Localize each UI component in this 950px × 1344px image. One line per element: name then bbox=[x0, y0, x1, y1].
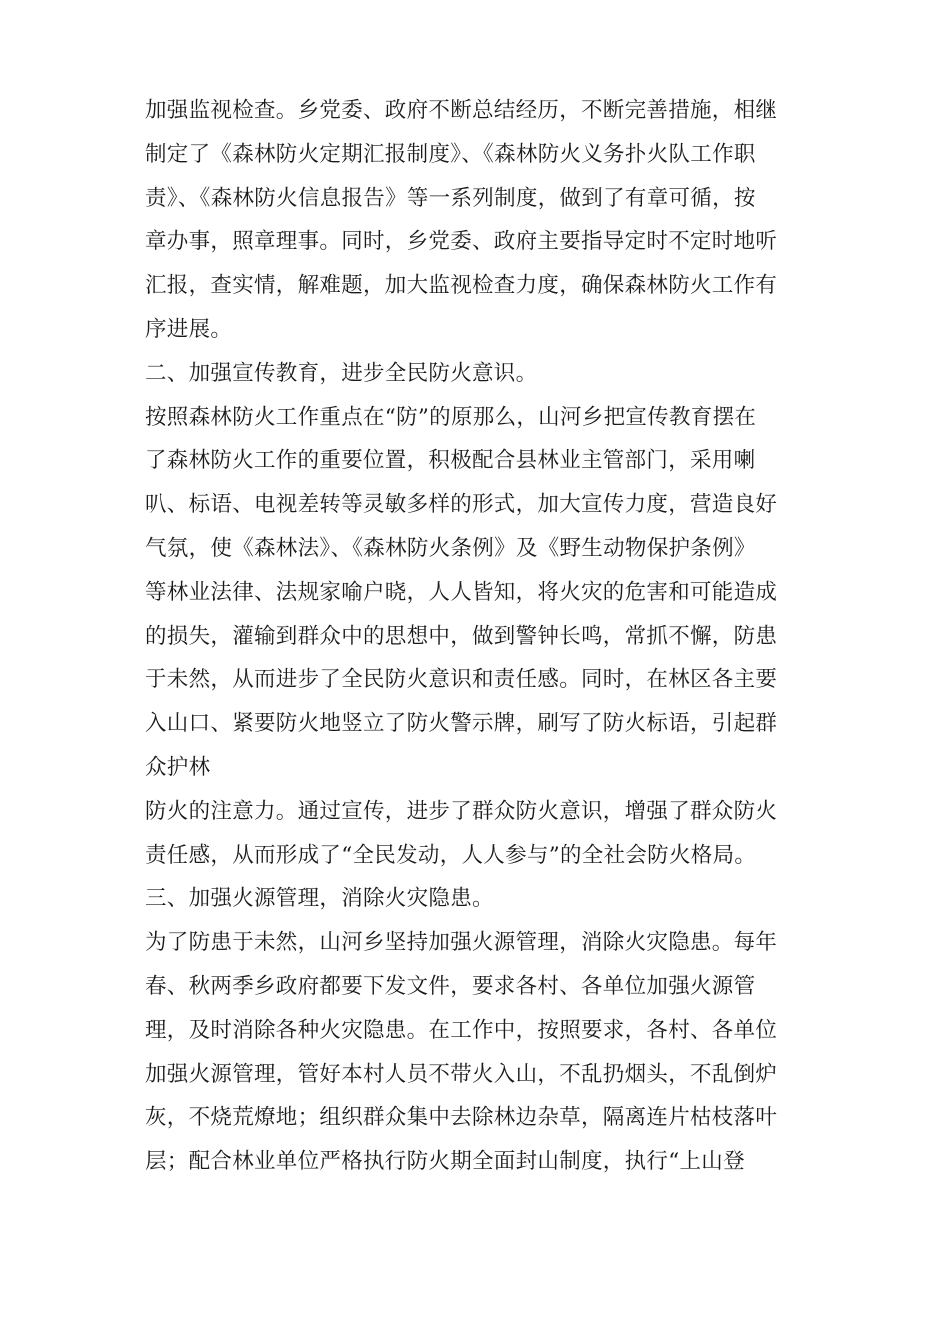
text-line: 为了防患于未然，山河乡坚持加强火源管理，消除火灾隐患。每年 bbox=[145, 930, 778, 956]
text-line: 按照森林防火工作重点在“防”的原那么，山河乡把宣传教育摆在 bbox=[145, 404, 757, 430]
text-line: 加强火源管理，管好本村人员不带火入山，不乱扔烟头，不乱倒炉 bbox=[145, 1061, 778, 1087]
text-line: 制定了《森林防火定期汇报制度》、《森林防火义务扑火队工作职 bbox=[145, 141, 756, 167]
text-line: 责任感，从而形成了“全民发动，人人参与”的全社会防火格局。 bbox=[145, 842, 757, 868]
text-line: 防火的注意力。通过宣传，进步了群众防火意识，增强了群众防火 bbox=[145, 798, 778, 824]
text-line: 了森林防火工作的重要位置，积极配合县林业主管部门，采用喇 bbox=[145, 448, 756, 474]
text-line: 层；配合林业单位严格执行防火期全面封山制度，执行“上山登 bbox=[145, 1149, 745, 1175]
document-body bbox=[145, 89, 805, 1184]
text-line: 入山口、紧要防火地竖立了防火警示牌，刷写了防火标语，引起群 bbox=[145, 711, 778, 737]
text-line: 于未然，从而进步了全民防火意识和责任感。同时，在林区各主要 bbox=[145, 667, 778, 693]
section-heading: 三、加强火源管理，消除火灾隐患。 bbox=[145, 886, 494, 912]
text-line: 等林业法律、法规家喻户晓，人人皆知，将火灾的危害和可能造成 bbox=[145, 579, 778, 605]
text-line: 汇报，查实情，解难题，加大监视检查力度，确保森林防火工作有 bbox=[145, 273, 778, 299]
text-line: 责》、《森林防火信息报告》等一系列制度，做到了有章可循，按 bbox=[145, 185, 756, 211]
text-line: 理，及时消除各种火灾隐患。在工作中，按照要求，各村、各单位 bbox=[145, 1017, 778, 1043]
text-line: 气氛，使《森林法》、《森林防火条例》及《野生动物保护条例》 bbox=[145, 535, 756, 561]
text-line: 春、秋两季乡政府都要下发文件，要求各村、各单位加强火源管 bbox=[145, 973, 756, 999]
text-line: 众护林 bbox=[145, 754, 211, 780]
text-line: 序进展。 bbox=[145, 316, 233, 342]
text-line: 叭、标语、电视差转等灵敏多样的形式，加大宣传力度，营造良好 bbox=[145, 492, 778, 518]
section-heading: 二、加强宣传教育，进步全民防火意识。 bbox=[145, 360, 538, 386]
text-line: 章办事，照章理事。同时，乡党委、政府主要指导定时不定时地听 bbox=[145, 229, 778, 255]
text-line: 灰，不烧荒燎地；组织群众集中去除林边杂草，隔离连片枯枝落叶 bbox=[145, 1105, 778, 1131]
text-line: 的损失，灌输到群众中的思想中，做到警钟长鸣，常抓不懈，防患 bbox=[145, 623, 778, 649]
text-line: 加强监视检查。乡党委、政府不断总结经历，不断完善措施，相继 bbox=[145, 98, 778, 123]
